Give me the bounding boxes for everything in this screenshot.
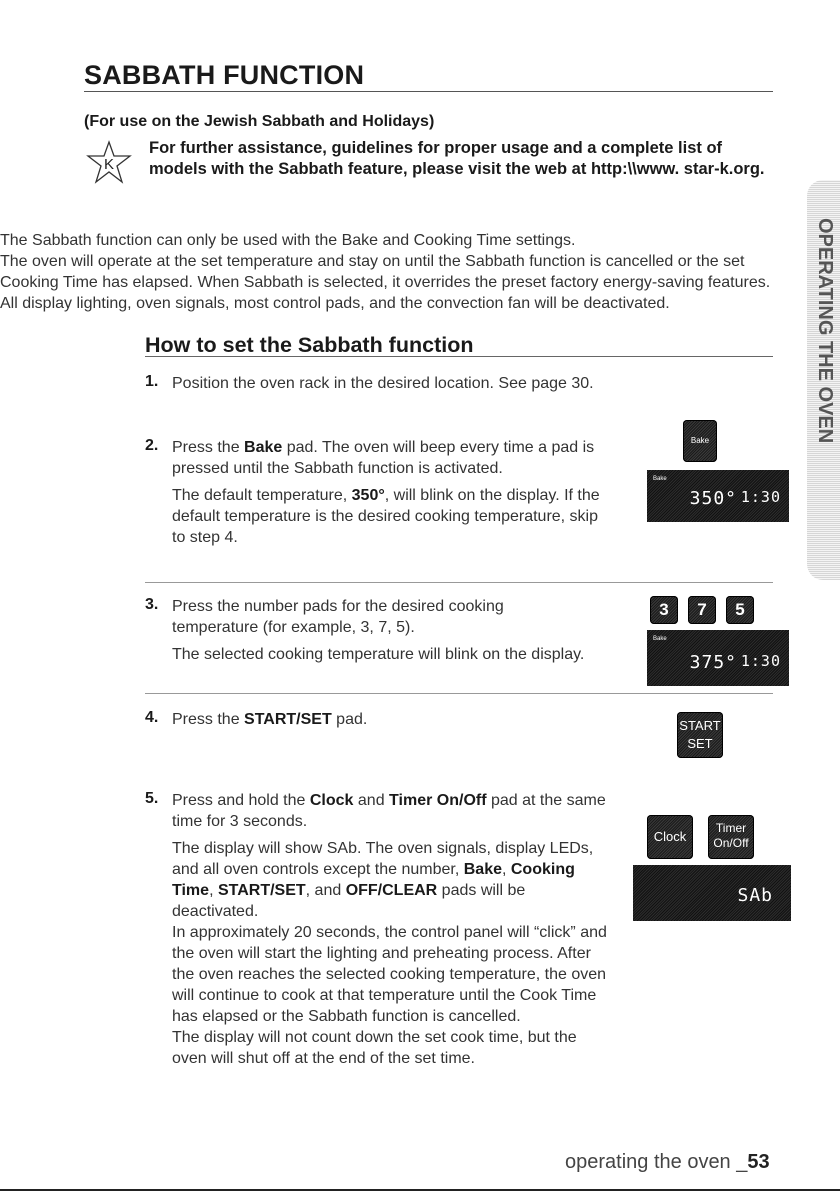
section-heading: How to set the Sabbath function <box>145 333 474 357</box>
step-text <box>172 790 612 1075</box>
display-temp: 375° <box>689 652 737 673</box>
timer-label: Timer <box>715 821 747 835</box>
on-off-label: On/Off <box>713 836 749 850</box>
step-extra-text: The default temperature, 350°, will blink on the display. If the default temperature is the desired cooking temperature, skip to step 4. <box>172 487 600 546</box>
section-divider <box>145 356 773 357</box>
intro-paragraph-2: The oven will operate at the set temperature and stay on until the Sabbath function is cancelled or the set Cooking Time has elapsed. When Sabbath is selected, it overrides the preset factory energy-saving features. All display lighting, oven signals, most control pads, and the convection fan will be deactivated. <box>0 253 771 312</box>
display-temp: 350° <box>689 488 737 509</box>
page-title: SABBATH FUNCTION <box>84 60 365 90</box>
number-pad-illustration: 3 <box>650 596 678 624</box>
step-text: Press the START/SET pad. <box>172 711 368 728</box>
chapter-side-tab-label: OPERATING THE OVEN <box>814 218 836 444</box>
display-time: 1:30 <box>740 652 781 670</box>
timer-pad-illustration <box>708 815 754 859</box>
step-number: 4. <box>145 709 159 726</box>
page-number: 53 <box>747 1151 770 1173</box>
oven-display-illustration <box>647 470 789 522</box>
step-number: 3. <box>145 596 159 613</box>
step-divider <box>145 693 773 694</box>
bake-pad-illustration: Bake <box>683 420 717 462</box>
step-number: 5. <box>145 790 159 807</box>
oven-display-illustration <box>647 630 789 686</box>
set-label: SET <box>687 736 713 751</box>
number-pad-illustration: 5 <box>726 596 754 624</box>
start-set-pad-illustration <box>677 712 723 758</box>
start-label: START <box>679 718 721 733</box>
star-k-logo-icon <box>86 140 132 186</box>
page-subtitle: (For use on the Jewish Sabbath and Holidays) <box>84 113 435 130</box>
step-text: Position the oven rack in the desired location. See page 30. <box>172 375 594 392</box>
step-number: 1. <box>145 373 159 390</box>
footer-text: operating the oven _ <box>565 1151 748 1173</box>
step-number: 2. <box>145 437 159 454</box>
display-time: 1:30 <box>740 488 781 506</box>
display-label: Bake <box>653 476 667 482</box>
oven-display-illustration <box>633 865 791 921</box>
step-extra-text: The selected cooking temperature will blink on the display. <box>172 646 585 663</box>
star-k-note: For further assistance, guidelines for proper usage and a complete list of models with the Sabbath feature, please visit the web at http:\\www. star-k.org. <box>149 139 765 178</box>
step-main-text: Press the number pads for the desired cooking temperature (for example, 3, 7, 5). <box>172 598 504 636</box>
page-footer <box>565 1151 770 1174</box>
intro-paragraph-1: The Sabbath function can only be used with the Bake and Cooking Time settings. <box>0 232 576 249</box>
display-sabbath: SAb <box>737 885 773 906</box>
step-text <box>172 437 612 554</box>
step-text <box>172 596 592 671</box>
number-pad-illustration: 7 <box>688 596 716 624</box>
step-main-text: Press and hold the Clock and Timer On/Off pad at the same time for 3 seconds. <box>172 792 606 830</box>
star-k-letter: K <box>103 156 115 173</box>
intro-text <box>0 230 775 314</box>
clock-pad-illustration: Clock <box>647 815 693 859</box>
step-divider <box>145 582 773 583</box>
display-label: Bake <box>653 636 667 642</box>
step-main-text: Press the Bake pad. The oven will beep every time a pad is pressed until the Sabbath function is activated. <box>172 439 595 477</box>
title-divider <box>84 91 773 92</box>
step-extra-text: The display will show SAb. The oven signals, display LEDs, and all oven controls except the number, Bake, Cooking Time, START/SET, and OFF/CLEAR pads will be deactivated. In approximately 20 seconds, the control panel will “click” and the oven will start the lighting and preheating process. After the oven reaches the selected cooking temperature, the oven will continue to cook at that temperature until the Cook Time has elapsed or the Sabbath function is cancelled. The display will not count down the set cook time, but the oven will shut off at the end of the set time. <box>172 840 607 1067</box>
